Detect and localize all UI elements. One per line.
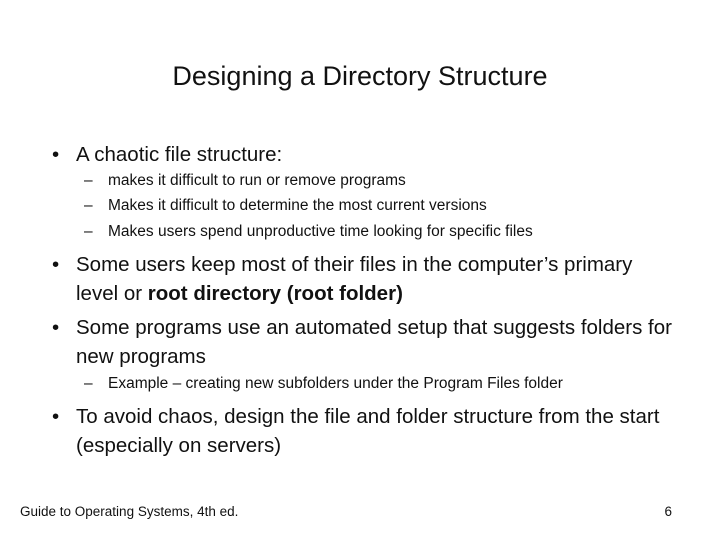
sub-bullet-text: Makes it difficult to determine the most current versions (108, 197, 487, 214)
bullet-marker: • (52, 405, 60, 428)
sub-bullet-text: Example – creating new subfolders under the Program Files folder (108, 375, 563, 392)
bullet-automated-setup (52, 313, 672, 371)
dash-marker: – (84, 197, 93, 214)
bullet-marker: • (52, 253, 60, 276)
page-number: 6 (664, 504, 672, 519)
dash-marker: – (84, 375, 93, 392)
sub-bullet-text: Makes users spend unproductive time looking for specific files (108, 223, 533, 240)
sub-bullet-run-remove (84, 171, 684, 191)
dash-marker: – (84, 172, 93, 189)
bullet-chaotic-structure (52, 140, 672, 169)
sub-bullet-unproductive-time (84, 222, 684, 242)
sub-bullet-text: makes it difficult to run or remove programs (108, 172, 406, 189)
bullet-text-regular: Some users keep most of their files in the computer’s primary level or (76, 253, 633, 305)
footer-book-title: Guide to Operating Systems, 4th ed. (20, 504, 239, 519)
bullet-root-directory (52, 250, 672, 308)
bullet-text: Some programs use an automated setup that suggests folders for new programs (76, 316, 672, 368)
dash-marker: – (84, 223, 93, 240)
sub-bullet-program-files-example (84, 374, 684, 394)
bullet-text (76, 250, 672, 308)
sub-bullet-current-versions (84, 196, 684, 216)
bullet-marker: • (52, 143, 60, 166)
bullet-text: A chaotic file structure: (76, 143, 283, 166)
bullet-text: To avoid chaos, design the file and folder structure from the start (especially on servers) (76, 405, 660, 457)
bullet-avoid-chaos (52, 402, 672, 460)
bullet-marker: • (52, 316, 60, 339)
slide-title: Designing a Directory Structure (172, 61, 548, 91)
bullet-text-bold: root directory (root folder) (147, 282, 403, 305)
